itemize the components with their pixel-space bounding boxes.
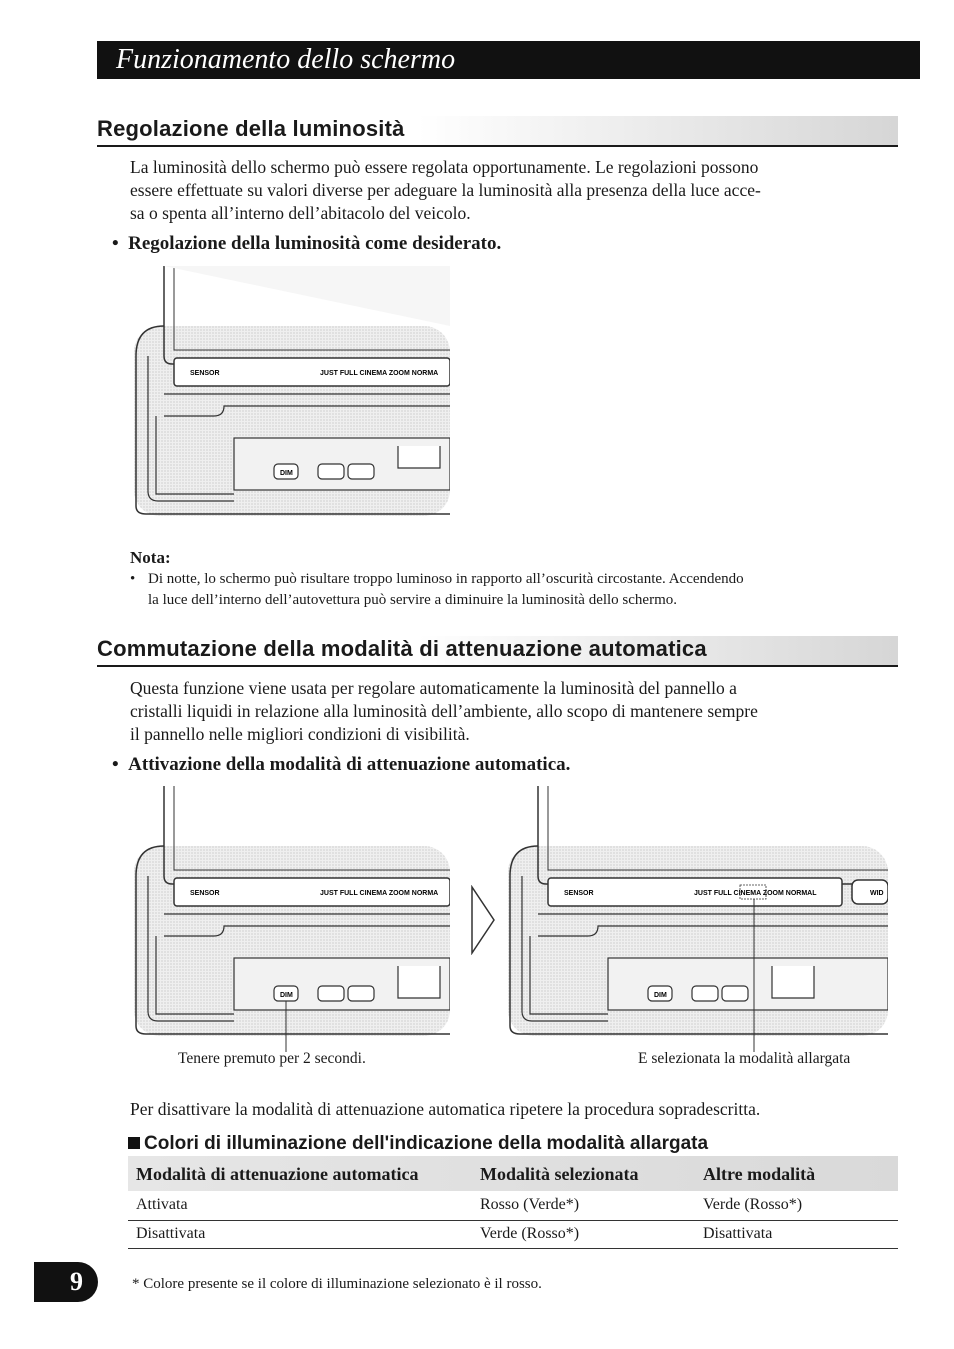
caption-hold-2-seconds: Tenere premuto per 2 secondi.	[178, 1050, 366, 1067]
sensor-label: SENSOR	[190, 370, 220, 377]
dim-button-label: DIM	[654, 992, 667, 999]
table-heading	[128, 1133, 708, 1155]
section-rule	[97, 145, 898, 147]
mode-labels: JUST FULL CINEMA ZOOM NORMA	[320, 890, 439, 897]
note-bullet: •	[130, 571, 136, 587]
note-text: Di notte, lo schermo può risultare troppo luminoso in rapporto all’oscurità circostante. Accendendo	[148, 571, 744, 587]
footnote: * Colore presente se il colore di illuminazione selezionato è il rosso.	[132, 1276, 542, 1292]
sensor-label: SENSOR	[564, 890, 594, 897]
paragraph-line: Questa funzione viene usata per regolare automaticamente la luminosità del pannello a	[130, 678, 737, 698]
table-header-selected-mode: Modalità selezionata	[480, 1164, 639, 1184]
table-header-auto-dim: Modalità di attenuazione automatica	[136, 1164, 419, 1184]
wide-label: WID	[870, 890, 884, 897]
paragraph-line: sa o spenta all’interno dell’abitacolo del veicolo.	[130, 203, 471, 223]
dim-button-label: DIM	[280, 992, 293, 999]
note-body	[130, 569, 900, 611]
paragraph-line: il pannello nelle migliori condizioni di visibilità.	[130, 724, 470, 744]
monitor-figure-2-right	[508, 786, 888, 1054]
bullet-dot: •	[112, 754, 129, 775]
paragraph-line: La luminosità dello schermo può essere regolata opportunamente. Le regolazioni possono	[130, 157, 759, 177]
page-number: 9	[70, 1267, 83, 1296]
bullet-activate-auto-dim	[112, 754, 570, 776]
section-heading-brightness: Regolazione della luminosità	[97, 116, 405, 141]
square-bullet-icon	[128, 1137, 140, 1149]
table-heading-text: Colori di illuminazione dell'indicazione della modalità allargata	[144, 1133, 709, 1154]
table-cell: Disattivata	[136, 1225, 206, 1242]
page-number-tab	[34, 1262, 98, 1302]
mode-labels: JUST FULL CINEMA ZOOM NORMA	[320, 370, 439, 377]
mode-labels: JUST FULL CINEMA ZOOM NORMAL	[694, 890, 817, 897]
bullet-adjust-brightness	[112, 233, 501, 255]
note-line: la luce dell’interno dell’autovettura può servire a diminuire la luminosità dello schermo.	[148, 592, 677, 608]
deactivate-instruction: Per disattivare la modalità di attenuazione automatica ripetere la procedura sopradescritta.	[130, 1099, 761, 1119]
auto-dim-paragraph	[130, 677, 890, 746]
note-line	[130, 569, 900, 590]
paragraph-line: cristalli liquidi in relazione alla luminosità dell’ambiente, allo scopo di mantenere sempre	[130, 701, 758, 721]
bullet-text: Attivazione della modalità di attenuazione automatica.	[128, 754, 571, 775]
bullet-dot: •	[112, 233, 129, 254]
dim-button-label: DIM	[280, 470, 293, 477]
note-title: Nota:	[130, 548, 171, 567]
page-title: Funzionamento dello schermo	[116, 44, 456, 75]
table-cell: Rosso (Verde*)	[480, 1196, 580, 1213]
table-header-other-modes: Altre modalità	[703, 1164, 816, 1184]
bullet-text: Regolazione della luminosità come desiderato.	[128, 233, 502, 254]
sensor-label: SENSOR	[190, 890, 220, 897]
table-row-divider	[128, 1248, 898, 1249]
table-cell: Verde (Rosso*)	[703, 1196, 803, 1213]
table-cell: Disattivata	[703, 1225, 773, 1242]
table-cell: Verde (Rosso*)	[480, 1225, 580, 1242]
table-row-divider	[128, 1220, 898, 1221]
arrow-right-icon	[470, 885, 496, 955]
paragraph-line: essere effettuate su valori diverse per adeguare la luminosità alla presenza della luce acce-	[130, 180, 761, 200]
caption-wide-mode-selected: E selezionata la modalità allargata	[638, 1050, 851, 1067]
section-rule	[97, 665, 898, 667]
table-cell: Attivata	[136, 1196, 188, 1213]
section-heading-auto-dim: Commutazione della modalità di attenuazione automatica	[97, 636, 707, 661]
brightness-paragraph	[130, 156, 890, 225]
monitor-figure-1	[134, 266, 450, 516]
monitor-figure-2-left	[134, 786, 450, 1054]
